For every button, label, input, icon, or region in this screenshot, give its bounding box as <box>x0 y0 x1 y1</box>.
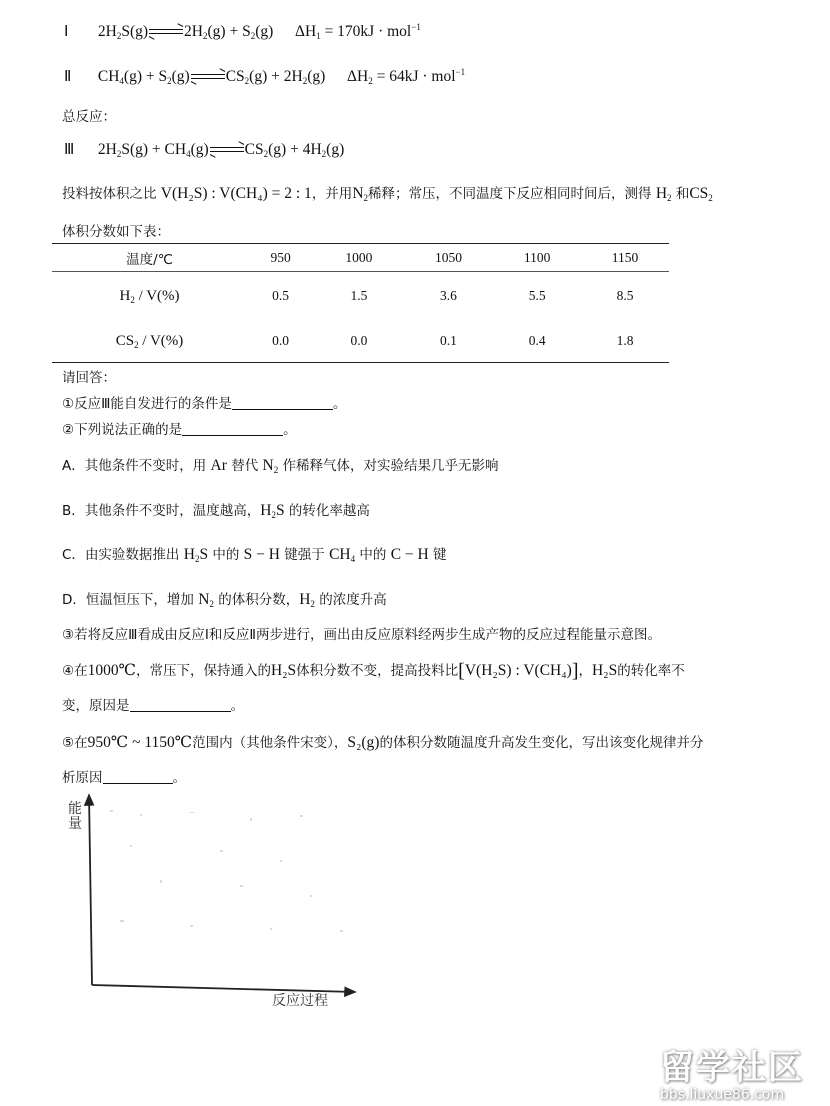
intro-line-1: 投料按体积之比 V(H₂S) : V(CH₄) = 2 : 1，并用$N_2$稀释；常压，不同温度下反应相同时间后，测得 $H_2$ 和$CS_2$ <box>62 185 713 203</box>
table-row <box>52 320 669 363</box>
watermark-title: 留学社区 <box>660 1048 804 1088</box>
reaction-label: Ⅱ <box>64 69 72 85</box>
temperature-cell: 1150 <box>581 244 669 272</box>
option-b[interactable]: B．其他条件不变时，温度越高，$H_2S$ 的转化率越高 <box>62 502 370 520</box>
table-cell: 0.5 <box>272 288 289 303</box>
table-cell: 0.0 <box>247 320 314 363</box>
feed-ratio: V(H₂S) : V(CH₄) = 2 : 1 <box>160 185 312 202</box>
answer-blank[interactable] <box>130 697 231 712</box>
table-cell: 3.6 <box>440 288 457 303</box>
table-cell: 0.0 <box>314 320 404 363</box>
table-cell: 0.1 <box>404 320 494 363</box>
table-cell: 8.5 <box>616 288 634 303</box>
reaction-2 <box>64 67 465 86</box>
equilibrium-arrow-icon <box>210 145 244 155</box>
scan-noise <box>100 800 360 945</box>
table-row <box>52 272 669 321</box>
option-key: D． <box>62 592 86 608</box>
row-label: $CS_2 / V(\%)$ <box>52 320 247 363</box>
reaction-label: Ⅰ <box>64 24 69 40</box>
question-5-line-1: ⑤在950℃ ~ 1150℃范围内（其他条件宋变），S₂(g)的体积分数随温度升高发生变化，写出该变化规律并分 <box>62 734 704 751</box>
option-key: C． <box>62 547 85 563</box>
table-header-row <box>52 244 669 272</box>
answer-blank[interactable] <box>182 421 283 436</box>
y-axis <box>89 795 92 985</box>
option-key: A． <box>62 458 85 474</box>
enthalpy-change: $\Delta H_2 = 64kJ \cdot mol^{-1}$ <box>347 67 466 86</box>
reaction-lhs: $2H_2S(g)$ <box>97 23 149 41</box>
question-5-line-2: 析原因 。 <box>62 770 186 786</box>
question-4-line-1: ④在1000℃，常压下，保持通入的H₂S体积分数不变，提高投料比[V(H₂S) : V(CH₄)]，H₂S的转化率不 <box>62 660 685 682</box>
reaction-1 <box>64 22 421 41</box>
temperature-cell: 1100 <box>493 244 581 272</box>
answer-blank[interactable] <box>232 395 333 410</box>
option-d[interactable]: D．恒温恒压下，增加 $N_2$ 的体积分数，$H_2$ 的浓度升高 <box>62 591 387 609</box>
option-c[interactable]: C．由实验数据推出 $H_2S$ 中的 S − H 键强于 $CH_4$ 中的 C − H 键 <box>62 546 447 564</box>
reaction-3 <box>64 140 344 159</box>
table-cell: 5.5 <box>528 288 546 303</box>
y-axis-label: 能量 <box>68 801 82 832</box>
reaction-lhs: $2H_2S(g) + CH_4(g)$ <box>97 141 209 159</box>
reaction-lhs: $CH_4(g) + S_2(g)$ <box>97 68 190 86</box>
question-1: ①反应Ⅲ能自发进行的条件是 。 <box>62 396 347 412</box>
temperature-header: 温度/℃ <box>52 244 247 272</box>
intro-line-2: 体积分数如下表： <box>62 224 170 240</box>
x-axis-label: 反应过程 <box>272 993 328 1009</box>
reaction-rhs: $CS_2(g) + 4H_2(g)$ <box>244 141 345 159</box>
overall-reaction-heading: 总反应： <box>62 109 116 125</box>
equilibrium-arrow-icon <box>149 27 183 37</box>
reaction-rhs: $CS_2(g) + 2H_2(g)$ <box>225 68 326 86</box>
questions-prompt: 请回答： <box>62 370 116 386</box>
temperature-cell: 1050 <box>404 244 494 272</box>
temperature-cell: 950 <box>247 244 314 272</box>
table-cell: 0.4 <box>493 320 581 363</box>
feed-ratio-bracket: V(H₂S) : V(CH₄) <box>464 662 572 679</box>
reaction-label: Ⅲ <box>64 142 75 158</box>
equilibrium-arrow-icon <box>191 72 225 82</box>
enthalpy-change: $\Delta H_1 = 170kJ \cdot mol^{-1}$ <box>295 22 421 41</box>
watermark-url: bbs.liuxue86.com <box>660 1087 785 1103</box>
answer-blank[interactable] <box>103 769 173 784</box>
question-4-line-2: 变，原因是 。 <box>62 698 244 714</box>
table-cell: 1.5 <box>350 288 368 303</box>
row-label: $H_2 / V(\%)$ <box>119 287 180 305</box>
temperature-cell: 1000 <box>314 244 404 272</box>
question-2: ②下列说法正确的是 。 <box>62 422 297 438</box>
option-key: B． <box>62 503 85 519</box>
watermark <box>660 1040 804 1103</box>
question-3: ③若将反应Ⅲ看成由反应Ⅰ和反应Ⅱ两步进行，画出由反应原料经两步生成产物的反应过程能量示意图。 <box>62 627 662 643</box>
reaction-rhs: $2H_2(g) + S_2(g)$ <box>184 23 274 41</box>
table-cell: 1.8 <box>581 320 669 363</box>
volume-fraction-table <box>52 243 669 363</box>
option-a[interactable]: A．其他条件不变时，用 Ar 替代 $N_2$ 作稀释气体，对实验结果几乎无影响 <box>62 457 499 475</box>
